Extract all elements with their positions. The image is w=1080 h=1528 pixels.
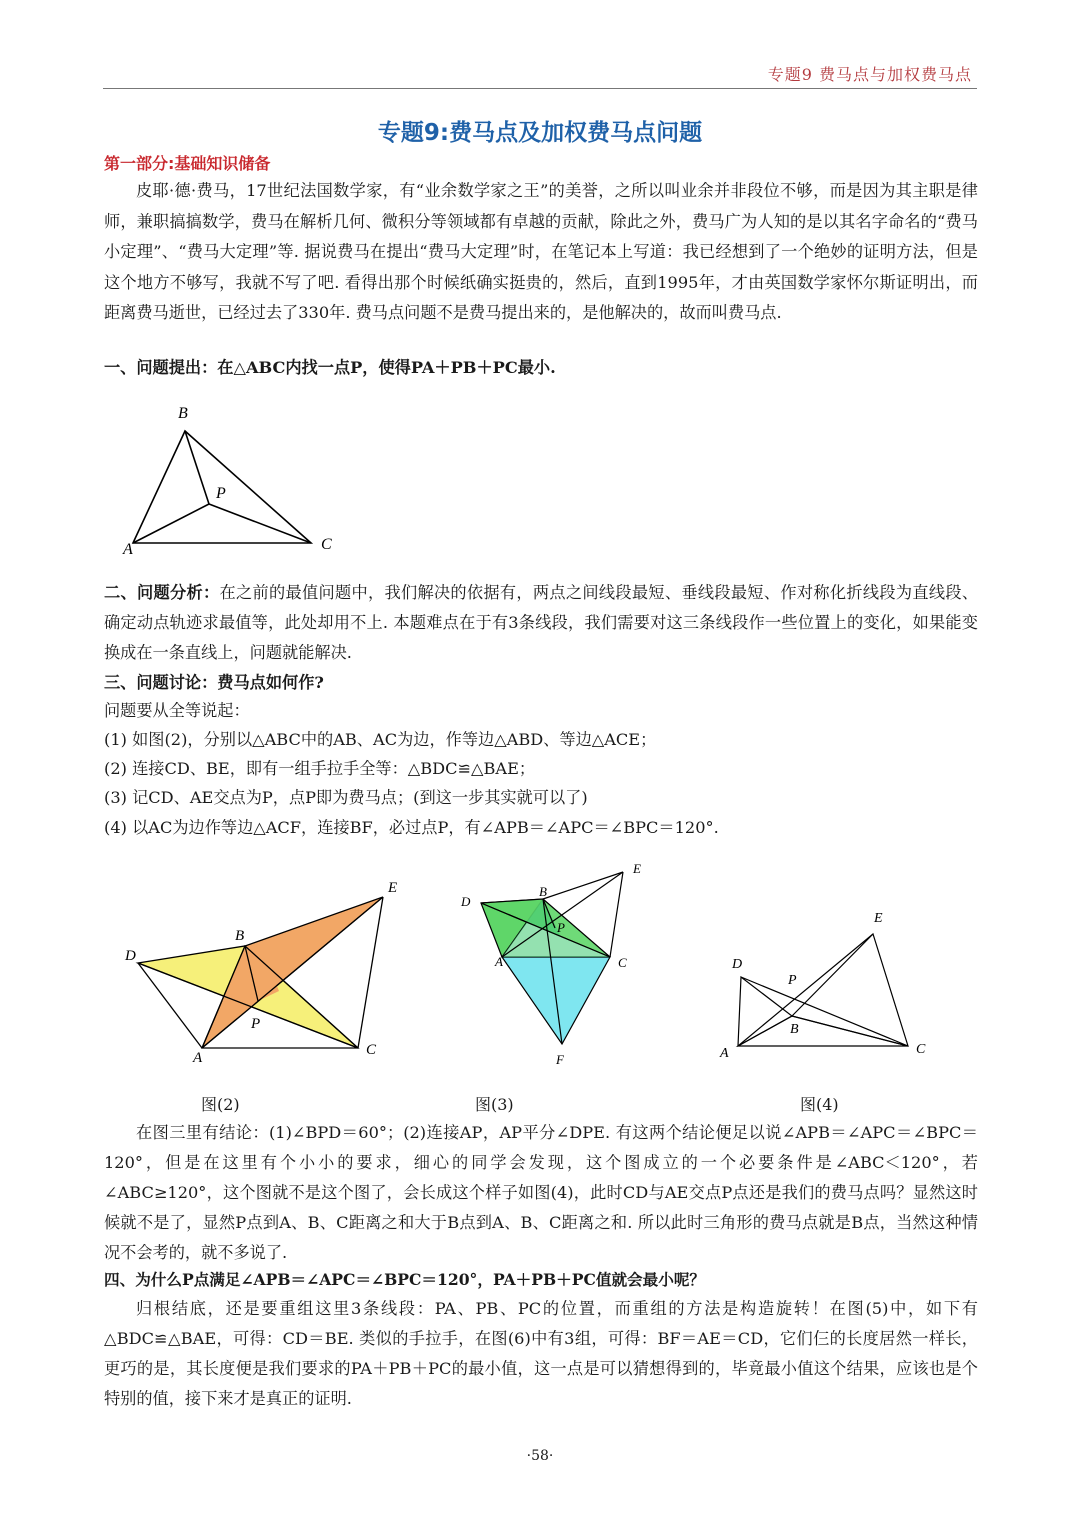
sec3-item-2: (2) 连接CD、BE，即有一组手拉手全等：△BDC≌△BAE； [104,759,536,778]
sec4-heading: 四、为什么P点满足∠APB＝∠APC＝∠BPC＝120°，PA＋PB＋PC值就会最小呢？ [104,1270,706,1289]
part1-heading-text: 第一部分:基础知识储备 [104,154,271,173]
part1-heading [104,149,978,179]
fig4-label-d: D [732,957,743,972]
fig3-line-be [543,872,623,899]
sec2-text: 在之前的最值问题中，我们解决的依据有，两点之间线段最短、垂线段最短、作对称化折线段为直线段、确定动点轨迹求最值等，此处却用不上. 本题难点在于有3条线段，我们需要对这三条线段作一些位置上的变化，如果能变换成在一条直线上，问题就能解决. [104,583,979,662]
figure-1 [110,400,350,560]
fig4-label-p: P [788,973,797,988]
fig3-label-f: F [556,1052,564,1067]
figure-2 [120,870,400,1070]
sec3-item-1: (1) 如图(2)，分别以△ABC中的AB、AC为边，作等边△ABD、等边△ACE； [104,730,657,749]
fig2-line-ce [358,897,383,1048]
fig2-caption: 图(2) [201,1095,240,1114]
fig1-label-c: C [321,536,332,553]
fig4-label-c: C [916,1042,926,1057]
sec2-paragraph [104,578,978,668]
fig2-label-b: B [235,928,245,944]
fig1-label-b: B [178,405,188,422]
fig3-label-a: A [495,954,503,969]
sec4-text: 归根结底，还是要重组这里3条线段：PA、PB、PC的位置，而重组的方法是构造旋转！在图(5)中，如下有△BDC≌△BAE，可得：CD＝BE. 类似的手拉手，在图(6)中有3组，可得：BF＝AE＝CD，它们仨的长度居然一样长，更巧的是，其长度便是我们要求的PA＋PB＋PC的最小值，这一点是可以猜想得到的，毕竟最小值这个结果，应该也是个特别的值，接下来才是真正的证明. [104,1299,978,1408]
figure-4 [710,900,940,1060]
fig4-label-a: A [720,1046,729,1060]
fig4-label-b: B [790,1022,799,1037]
fig3-caption: 图(3) [475,1095,514,1114]
part1-intro: 皮耶·德·费马，17世纪法国数学家，有“业余数学家之王”的美誉，之所以叫业余并非段位不够，而是因为其主职是律师，兼职搞搞数学，费马在解析几何、微积分等领域都有卓越的贡献，除此之外，费马广为人知的是以其名字命名的“费马小定理”、“费马大定理”等. 据说费马在提出“费马大定理”时，在笔记本上写道：我已经想到了一个绝妙的证明方法，但是这个地方不够写，我就不写了吧. 看得出那个时候纸确实挺贵的，然后，直到1995年，才由英国数学家怀尔斯证明出，而距离费马逝世，已经过去了330年. 费马点问题不是费马提出来的，是他解决的，故而叫费马点. [104,181,978,322]
sec2-heading: 二、问题分析： [104,583,220,602]
fig4-label-e: E [874,911,883,926]
fig3-discussion: 在图三里有结论：(1)∠BPD＝60°；(2)连接AP，AP平分∠DPE. 有这两个结论便足以说∠APB＝∠APC＝∠BPC＝120°，但是在这里有个小小的要求，细心的同学会发现，这个图成立的一个必要条件是∠ABC＜120°，若∠ABC≥120°，这个图就不是这个图了，会长成这个样子如图(4)，此时CD与AE交点P点还是我们的费马点吗？显然这时候就不是了，显然P点到A、B、C距离之和大于B点到A、B、C距离之和. 所以此时三角形的费马点就是B点，当然这种情况不会考的，就不多说了. [104,1123,978,1262]
fig2-label-a: A [193,1050,203,1066]
fig3-label-e: E [633,861,641,876]
running-header: 专题9 费马点与加权费马点 [767,65,972,84]
page-title: 专题9:费马点及加权费马点问题 [377,120,703,146]
fig3-label-d: D [461,894,471,909]
fig1-label-p: P [216,485,226,502]
sec1-heading: 一、问题提出：在△ABC内找一点P，使得PA＋PB＋PC最小. [104,358,556,377]
fig4-tri-abc [738,1016,908,1046]
sec3-item-4: (4) 以AC为边作等边△ACF，连接BF，必过点P，有∠APB＝∠APC＝∠BPC＝120°. [104,818,719,837]
fig1-label-a: A [123,541,133,558]
page-number: ·58· [526,1448,554,1464]
header-rule [103,88,977,89]
fig4-tri-bce [792,934,908,1046]
fig3-label-b: B [539,884,547,899]
figure-3 [455,860,655,1075]
sec3-lead: 问题要从全等说起： [104,701,250,720]
fig3-line-ce [610,872,623,957]
fig2-label-p: P [251,1016,261,1032]
fig3-label-c: C [618,955,627,970]
fig4-line-dc [741,977,908,1046]
fig3-label-p: P [557,920,565,935]
fig2-label-c: C [366,1042,377,1058]
fig1-pc [209,504,311,543]
sec3-heading: 三、问题讨论：费马点如何作? [104,673,324,692]
fig2-label-e: E [388,880,398,896]
fig2-label-d: D [125,948,136,964]
sec3-item-3: (3) 记CD、AE交点为P，点P即为费马点；(到这一步其实就可以了) [104,788,588,807]
fig1-pa [133,504,209,543]
fig4-caption: 图(4) [800,1095,839,1114]
